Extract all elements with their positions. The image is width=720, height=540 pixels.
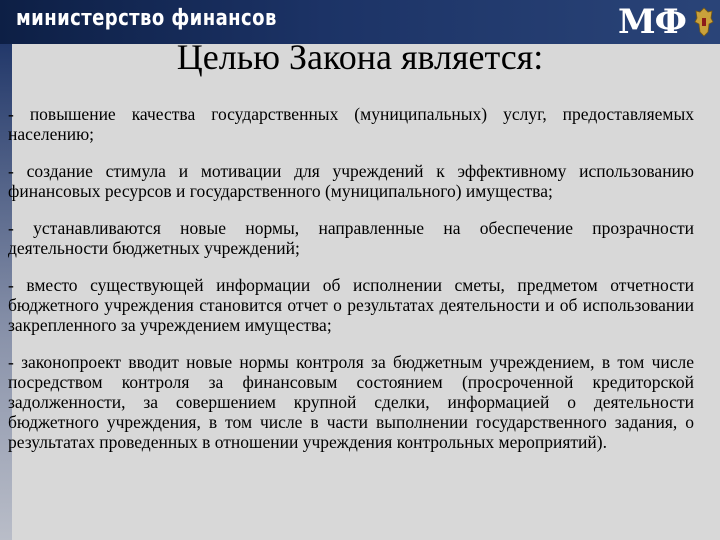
list-item: - повышение качества государственных (муниципальных) услуг, предоставляемых населению; xyxy=(8,104,694,144)
slide-title: Целью Закона является: xyxy=(176,37,544,77)
coat-of-arms-icon xyxy=(694,6,714,38)
goals-list xyxy=(8,104,694,469)
list-item: - вместо существующей информации об исполнении сметы, предметом отчетности бюджетного учреждения становится отчет о результатах деятельности и об использовании закрепленного за учреждением имущества; xyxy=(8,275,694,335)
logo-text: МФ xyxy=(618,2,686,42)
ministry-name: министерство финансов xyxy=(16,6,277,31)
list-item: - создание стимула и мотивации для учреждений к эффективному использованию финансовых ресурсов и государственного (муниципального) имущества; xyxy=(8,161,694,201)
list-item: - устанавливаются новые нормы, направленные на обеспечение прозрачности деятельности бюджетных учреждений; xyxy=(8,218,694,258)
list-item: - законопроект вводит новые нормы контроля за бюджетным учреждением, в том числе посредством контроля за финансовым состоянием (просроченной кредиторской задолженности, за совершением крупной сделки, информацией о деятельности бюджетного учреждения, в том числе в части выполнении государственного задания, о результатах проведенных в отношении учреждения контрольных мероприятий). xyxy=(8,352,694,452)
